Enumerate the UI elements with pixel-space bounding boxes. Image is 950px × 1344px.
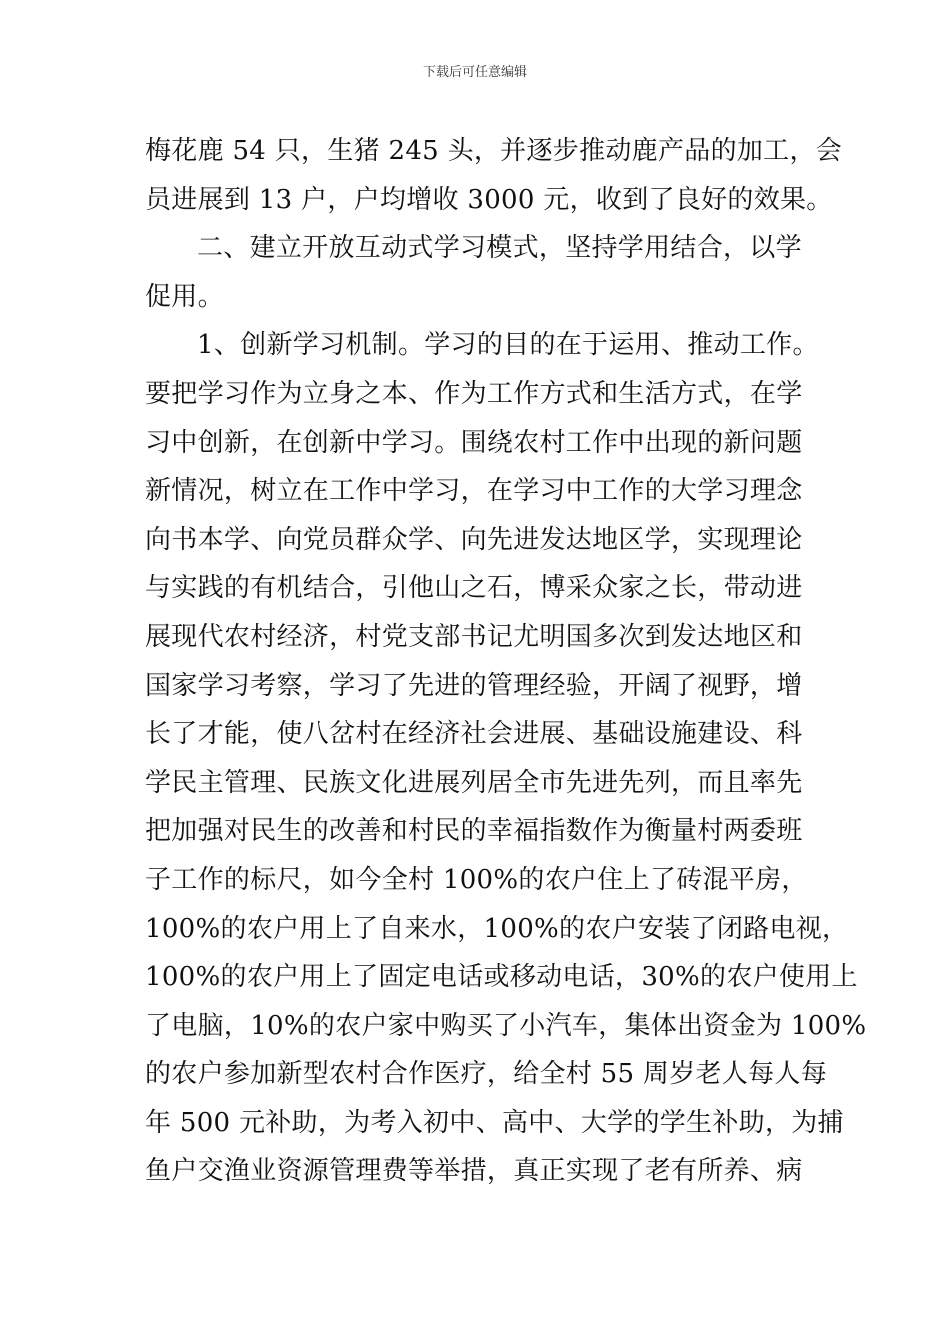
text-line: 年 500 元补助，为考入初中、高中、大学的学生补助，为捕 <box>145 1107 844 1138</box>
text-line: 了电脑，10%的农户家中购买了小汽车，集体出资金为 100% <box>145 1010 867 1041</box>
section-heading: 二、建立开放互动式学习模式，坚持学用结合，以学 <box>197 233 802 264</box>
text-line: 促用。 <box>145 281 224 312</box>
text-line: 鱼户交渔业资源管理费等举措，真正实现了老有所养、病 <box>145 1156 803 1187</box>
text-line: 100%的农户用上了自来水，100%的农户安装了闭路电视， <box>145 913 849 944</box>
text-line: 梅花鹿 54 只，生猪 245 头，并逐步推动鹿产品的加工，会 <box>145 136 843 166</box>
text-line: 与实践的有机结合，引他山之石，博采众家之长，带动进 <box>145 573 803 604</box>
text-line: 展现代农村经济，村党支部书记尤明国多次到发达地区和 <box>145 621 803 652</box>
text-line: 习中创新，在创新中学习。围绕农村工作中出现的新问题 <box>145 427 803 458</box>
text-line: 向书本学、向党员群众学、向先进发达地区学，实现理论 <box>145 524 803 555</box>
text-line: 员进展到 13 户，户均增收 3000 元，收到了良好的效果。 <box>145 184 833 215</box>
page-header: 下载后可任意编辑 <box>422 65 527 80</box>
paragraph-start: 1、创新学习机制。学习的目的在于运用、推动工作。 <box>197 330 819 361</box>
text-line: 新情况，树立在工作中学习，在学习中工作的大学习理念 <box>145 476 803 507</box>
text-line: 学民主管理、民族文化进展列居全市先进先列，而且率先 <box>145 767 803 798</box>
text-line: 子工作的标尺，如今全村 100%的农户住上了砖混平房， <box>145 864 808 895</box>
text-line: 长了才能，使八岔村在经济社会进展、基础设施建设、科 <box>145 719 803 750</box>
text-line: 100%的农户用上了固定电话或移动电话，30%的农户使用上 <box>145 962 858 993</box>
text-line: 把加强对民生的改善和村民的幸福指数作为衡量村两委班 <box>145 816 803 847</box>
text-line: 的农户参加新型农村合作医疗，给全村 55 周岁老人每人每 <box>145 1059 828 1090</box>
text-line: 国家学习考察，学习了先进的管理经验，开阔了视野，增 <box>145 670 803 701</box>
text-line: 要把学习作为立身之本、作为工作方式和生活方式，在学 <box>145 378 803 409</box>
document-body <box>145 127 867 1196</box>
